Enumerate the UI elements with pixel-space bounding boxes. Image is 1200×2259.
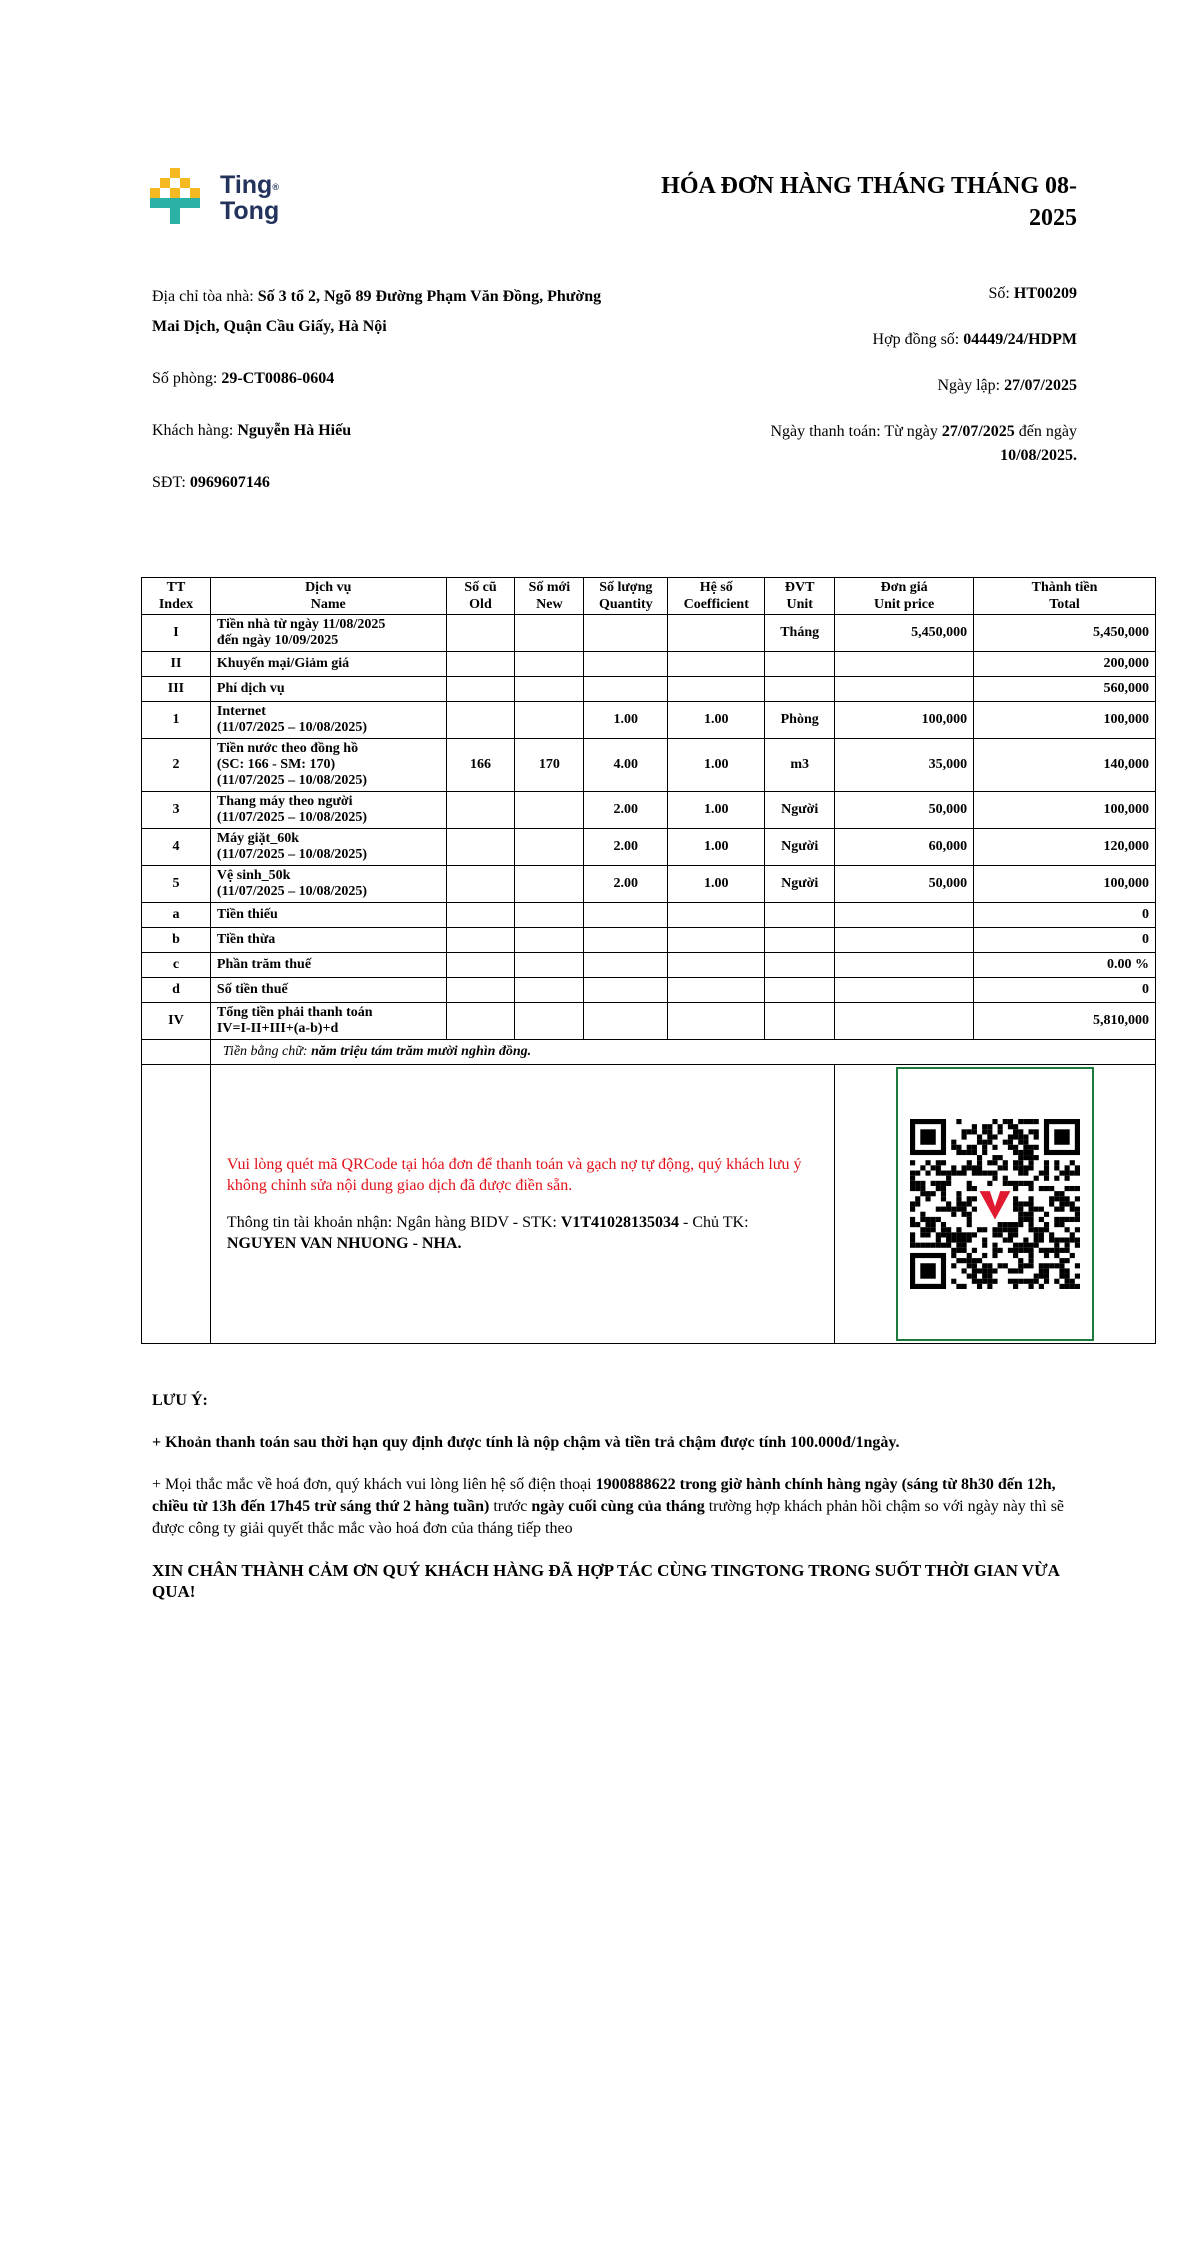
row-quantity: 4.00 — [584, 739, 668, 792]
row-total: 200,000 — [974, 652, 1156, 677]
table-row — [142, 866, 1156, 903]
row-index: d — [142, 978, 211, 1003]
row-new-reading — [515, 978, 584, 1003]
row-new-reading — [515, 702, 584, 739]
contact-note: + Mọi thắc mắc về hoá đơn, quý khách vui lòng liên hệ số điện thoại 1900888622 trong giờ hành chính hàng ngày (sáng từ 8h30 đến 12h, chiều từ 13h đến 17h45 trừ sáng thứ 2 hàng tuần) trước ngày cuối cùng của tháng trường hợp khách phản hồi chậm so với ngày này thì sẽ được công ty giải quyết thắc mắc vào hoá đơn của tháng tiếp theo — [152, 1476, 1065, 1537]
row-coefficient — [668, 677, 765, 702]
row-old-reading — [446, 953, 515, 978]
row-service-name: Phí dịch vụ — [210, 677, 446, 702]
row-new-reading — [515, 829, 584, 866]
qr-code-icon[interactable] — [910, 1119, 1080, 1289]
table-row — [142, 903, 1156, 928]
amount-in-words-row — [142, 1040, 1156, 1065]
row-service-name: Tiền thiếu — [210, 903, 446, 928]
logo-wordmark: Ting® Tong — [220, 171, 280, 225]
column-header: Đơn giá Unit price — [835, 578, 974, 615]
row-index: a — [142, 903, 211, 928]
row-old-reading — [446, 829, 515, 866]
row-index: 4 — [142, 829, 211, 866]
row-new-reading — [515, 953, 584, 978]
table-row — [142, 1003, 1156, 1040]
row-new-reading — [515, 615, 584, 652]
row-total: 5,450,000 — [974, 615, 1156, 652]
row-coefficient — [668, 953, 765, 978]
row-total: 140,000 — [974, 739, 1156, 792]
row-service-name: Thang máy theo người (11/07/2025 – 10/08/2025) — [210, 792, 446, 829]
row-coefficient: 1.00 — [668, 739, 765, 792]
table-header — [142, 578, 1156, 615]
row-unit-price: 100,000 — [835, 702, 974, 739]
row-service-name: Tổng tiền phải thanh toán IV=I-II+III+(a-b)+d — [210, 1003, 446, 1040]
row-quantity — [584, 652, 668, 677]
qr-code-frame — [896, 1067, 1094, 1341]
thank-you-message: XIN CHÂN THÀNH CẢM ƠN QUÝ KHÁCH HÀNG ĐÃ HỢP TÁC CÙNG TINGTONG TRONG SUỐT THỜI GIAN VỪA QUA! — [152, 1561, 1059, 1601]
qr-cell — [835, 1065, 1156, 1344]
row-coefficient: 1.00 — [668, 829, 765, 866]
row-index: II — [142, 652, 211, 677]
row-coefficient — [668, 1003, 765, 1040]
row-unit-price — [835, 978, 974, 1003]
row-quantity: 2.00 — [584, 829, 668, 866]
column-header: Số cũ Old — [446, 578, 515, 615]
table-body — [142, 615, 1156, 1040]
row-unit: Tháng — [765, 615, 835, 652]
row-unit-price: 5,450,000 — [835, 615, 974, 652]
row-unit-price: 50,000 — [835, 866, 974, 903]
payment-row — [142, 1065, 1156, 1344]
row-unit — [765, 1003, 835, 1040]
column-header: Thành tiền Total — [974, 578, 1156, 615]
row-coefficient — [668, 615, 765, 652]
row-quantity: 2.00 — [584, 866, 668, 903]
row-quantity — [584, 928, 668, 953]
row-old-reading — [446, 928, 515, 953]
row-quantity: 2.00 — [584, 792, 668, 829]
customer-name: Khách hàng: Nguyễn Hà Hiếu — [152, 422, 352, 439]
tingtong-logo — [150, 168, 300, 232]
row-index: I — [142, 615, 211, 652]
column-header: TT Index — [142, 578, 211, 615]
row-old-reading — [446, 903, 515, 928]
table-row — [142, 978, 1156, 1003]
row-new-reading: 170 — [515, 739, 584, 792]
table-row — [142, 792, 1156, 829]
row-unit — [765, 978, 835, 1003]
table-row — [142, 928, 1156, 953]
row-index: 3 — [142, 792, 211, 829]
row-coefficient — [668, 978, 765, 1003]
row-unit — [765, 677, 835, 702]
row-unit: m3 — [765, 739, 835, 792]
row-service-name: Máy giặt_60k (11/07/2025 – 10/08/2025) — [210, 829, 446, 866]
row-old-reading — [446, 702, 515, 739]
row-coefficient: 1.00 — [668, 792, 765, 829]
table-row — [142, 953, 1156, 978]
invoice-table — [141, 577, 1156, 1344]
row-new-reading — [515, 1003, 584, 1040]
row-quantity — [584, 615, 668, 652]
row-unit: Người — [765, 866, 835, 903]
row-unit — [765, 903, 835, 928]
column-header: Số lượng Quantity — [584, 578, 668, 615]
row-new-reading — [515, 792, 584, 829]
row-old-reading — [446, 866, 515, 903]
row-service-name: Khuyến mại/Giảm giá — [210, 652, 446, 677]
row-new-reading — [515, 903, 584, 928]
row-index: c — [142, 953, 211, 978]
table-row — [142, 702, 1156, 739]
row-unit-price — [835, 652, 974, 677]
row-unit: Người — [765, 829, 835, 866]
customer-info — [152, 282, 622, 520]
row-coefficient — [668, 652, 765, 677]
column-header: Số mới New — [515, 578, 584, 615]
row-total: 0 — [974, 903, 1156, 928]
building-address: Địa chỉ tòa nhà: Số 3 tổ 2, Ngõ 89 Đường Phạm Văn Đồng, Phường Mai Dịch, Quận Cầu Giấy, Hà Nội — [152, 288, 602, 335]
row-service-name: Vệ sinh_50k (11/07/2025 – 10/08/2025) — [210, 866, 446, 903]
row-old-reading: 166 — [446, 739, 515, 792]
row-coefficient: 1.00 — [668, 702, 765, 739]
row-old-reading — [446, 677, 515, 702]
table-row — [142, 677, 1156, 702]
row-index: 5 — [142, 866, 211, 903]
room-number: Số phòng: 29-CT0086-0604 — [152, 370, 335, 387]
amount-in-words: Tiền bằng chữ: năm triệu tám trăm mười nghìn đồng. — [210, 1040, 1155, 1065]
bank-account-info: Thông tin tài khoản nhận: Ngân hàng BIDV - STK: V1T41028135034 - Chủ TK: NGUYEN VAN NHUONG - NHA. — [226, 1214, 749, 1252]
row-index: III — [142, 677, 211, 702]
row-total: 100,000 — [974, 702, 1156, 739]
row-index: IV — [142, 1003, 211, 1040]
row-unit: Người — [765, 792, 835, 829]
row-service-name: Tiền nước theo đồng hồ (SC: 166 - SM: 170) (11/07/2025 – 10/08/2025) — [210, 739, 446, 792]
late-payment-note: + Khoản thanh toán sau thời hạn quy định được tính là nộp chậm và tiền trả chậm được tính 100.000đ/1ngày. — [152, 1434, 900, 1451]
row-unit-price — [835, 928, 974, 953]
notes-heading: LƯU Ý: — [152, 1392, 208, 1409]
row-unit — [765, 652, 835, 677]
row-total: 120,000 — [974, 829, 1156, 866]
row-service-name: Phần trăm thuế — [210, 953, 446, 978]
invoice-number: Số: HT00209 — [988, 285, 1077, 302]
row-index: 1 — [142, 702, 211, 739]
row-coefficient: 1.00 — [668, 866, 765, 903]
row-quantity — [584, 677, 668, 702]
row-coefficient — [668, 903, 765, 928]
row-index: 2 — [142, 739, 211, 792]
notes-section — [152, 1390, 1082, 1622]
row-unit — [765, 928, 835, 953]
row-quantity — [584, 903, 668, 928]
table-row — [142, 829, 1156, 866]
row-old-reading — [446, 978, 515, 1003]
row-unit-price: 50,000 — [835, 792, 974, 829]
payment-period: Ngày thanh toán: Từ ngày 27/07/2025 đến ngày 10/08/2025. — [770, 423, 1077, 464]
column-header: Dịch vụ Name — [210, 578, 446, 615]
row-total: 560,000 — [974, 677, 1156, 702]
row-total: 100,000 — [974, 866, 1156, 903]
row-new-reading — [515, 866, 584, 903]
row-coefficient — [668, 928, 765, 953]
payment-instructions — [210, 1065, 834, 1344]
customer-phone: SĐT: 0969607146 — [152, 474, 270, 491]
row-new-reading — [515, 928, 584, 953]
logo-mark-icon — [150, 168, 216, 230]
row-quantity — [584, 1003, 668, 1040]
row-unit-price — [835, 903, 974, 928]
row-quantity — [584, 953, 668, 978]
column-header: ĐVT Unit — [765, 578, 835, 615]
row-total: 0 — [974, 978, 1156, 1003]
row-new-reading — [515, 652, 584, 677]
row-service-name: Tiền nhà từ ngày 11/08/2025 đến ngày 10/09/2025 — [210, 615, 446, 652]
issue-date: Ngày lập: 27/07/2025 — [937, 377, 1077, 394]
row-new-reading — [515, 677, 584, 702]
row-unit — [765, 953, 835, 978]
row-unit-price — [835, 677, 974, 702]
contract-number: Hợp đồng số: 04449/24/HDPM — [872, 331, 1077, 348]
row-service-name: Tiền thừa — [210, 928, 446, 953]
table-row — [142, 615, 1156, 652]
row-quantity: 1.00 — [584, 702, 668, 739]
row-old-reading — [446, 792, 515, 829]
qr-note: Vui lòng quét mã QRCode tại hóa đơn để thanh toán và gạch nợ tự động, quý khách lưu ý không chỉnh sửa nội dung giao dịch đã được điền sẵn. — [226, 1156, 802, 1194]
row-unit: Phòng — [765, 702, 835, 739]
row-unit-price — [835, 1003, 974, 1040]
invoice-meta — [677, 282, 1077, 490]
row-quantity — [584, 978, 668, 1003]
row-unit-price: 35,000 — [835, 739, 974, 792]
row-old-reading — [446, 615, 515, 652]
row-old-reading — [446, 1003, 515, 1040]
table-row — [142, 739, 1156, 792]
row-unit-price: 60,000 — [835, 829, 974, 866]
table-row — [142, 652, 1156, 677]
row-total: 5,810,000 — [974, 1003, 1156, 1040]
row-service-name: Internet (11/07/2025 – 10/08/2025) — [210, 702, 446, 739]
row-old-reading — [446, 652, 515, 677]
row-total: 0 — [974, 928, 1156, 953]
row-total: 0.00 % — [974, 953, 1156, 978]
row-unit-price — [835, 953, 974, 978]
row-service-name: Số tiền thuế — [210, 978, 446, 1003]
column-header: Hệ số Coefficient — [668, 578, 765, 615]
row-total: 100,000 — [974, 792, 1156, 829]
row-index: b — [142, 928, 211, 953]
invoice-title: HÓA ĐƠN HÀNG THÁNG THÁNG 08-2025 — [661, 173, 1077, 231]
